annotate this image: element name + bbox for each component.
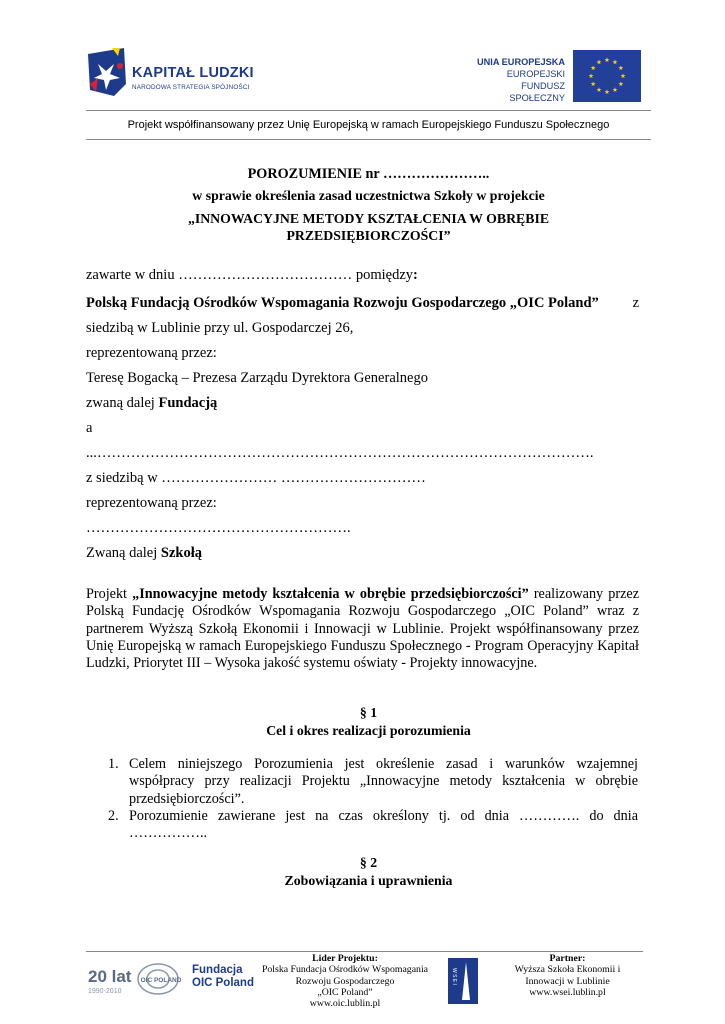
footer-fundacja-line-1: Fundacja <box>192 964 243 976</box>
school-name-blank: ...…………………………………………………………………………………………. <box>86 445 594 461</box>
kapital-ludzki-title: KAPITAŁ LUDZKI <box>132 65 254 81</box>
project-title-line-1: „INNOWACYJNE METODY KSZTAŁCENIA W OBRĘBIE <box>187 211 550 226</box>
footer-fundacja-line-2: OIC Poland <box>192 977 254 989</box>
section-2-title: Zobowiązania i uprawnienia <box>284 873 453 888</box>
school-called-name: Szkołą <box>160 545 202 561</box>
concluded-on-text: zawarte w dniu ……………………………… pomiędzy <box>86 267 414 283</box>
project-title-line-2: PRZEDSIĘBIORCZOŚCI” <box>286 228 451 243</box>
header-divider-lower <box>86 139 651 140</box>
section-1-title: Cel i okres realizacji porozumienia <box>266 723 471 738</box>
intro-project-name: „Innowacyjne metody kształcenia w obrębie przedsiębiorczości” <box>132 586 529 602</box>
footer-divider <box>86 951 643 952</box>
school-called-prefix: Zwaną dalej <box>86 545 161 561</box>
foundation-name: Polską Fundacją Ośrodków Wspomagania Rozwoju Gospodarczego „OIC Poland” <box>86 295 599 311</box>
eu-line-2: EUROPEJSKI <box>506 69 565 79</box>
eu-flag-icon <box>573 50 641 102</box>
and-word: a <box>86 420 93 436</box>
footer-fundacja-label <box>192 964 254 990</box>
school-called-line <box>86 545 202 562</box>
wsei-logo-icon <box>448 958 478 1004</box>
footer-lider-line: Polska Fundacja Ośrodków Wspomagania <box>261 964 429 976</box>
eu-line-1: UNIA EUROPEJSKA <box>477 57 565 67</box>
list-item-text: Celem niniejszego Porozumienia jest określenie zasad i warunków wzajemnej współpracy przy realizacji Projektu „Innowacyjne metody kształcenia w obrębie przedsiębiorczości”. <box>129 756 638 807</box>
list-item-text: Porozumienie zawierane jest na czas określony tj. od dnia …………. do dnia …………….. <box>129 807 638 842</box>
eu-text <box>471 56 565 104</box>
agreement-subject: w sprawie określenia zasad uczestnictwa Szkoły w projekcie <box>192 188 545 203</box>
intro-paragraph <box>86 586 639 672</box>
section-1-list <box>108 756 638 842</box>
oic-logo-text: OIC POLAND <box>140 977 182 984</box>
foundation-called-name: Fundacją <box>158 395 218 411</box>
foundation-name-line <box>86 295 639 312</box>
footer-partner-line: Innowacji w Lublinie <box>525 975 610 987</box>
twenty-years-logo-icon <box>86 962 134 996</box>
school-represented-by: reprezentowaną przez: <box>86 495 217 511</box>
list-item <box>108 808 638 843</box>
foundation-called-line <box>86 395 217 412</box>
section-1-number: § 1 <box>359 705 378 720</box>
list-item-number: 2. <box>108 807 119 824</box>
foundation-z: z <box>632 295 639 311</box>
footer-partner-line: Wyższa Szkoła Ekonomii i <box>514 964 621 976</box>
section-2-number: § 2 <box>359 855 378 870</box>
eu-logo <box>471 50 641 104</box>
list-item-number: 1. <box>108 756 119 772</box>
wsei-letters: W S E I <box>451 968 457 985</box>
foundation-called-prefix: zwaną dalej <box>86 395 159 411</box>
agreement-title: POROZUMIENIE nr ………………….. <box>247 166 490 182</box>
header-divider <box>86 110 651 111</box>
intro-prefix: Projekt <box>86 586 133 602</box>
footer-lider-link[interactable]: www.oic.lublin.pl <box>309 998 381 1010</box>
concluded-colon: : <box>413 267 418 283</box>
twenty-years-text: 20 lat <box>88 967 132 986</box>
concluded-on-line <box>86 267 418 284</box>
eu-line-3: FUNDUSZ SPOŁECZNY <box>509 81 565 103</box>
oic-poland-logo-icon <box>136 962 186 996</box>
kapital-ludzki-logo <box>84 44 264 106</box>
school-seat: z siedzibą w …………………… ………………………… <box>86 470 426 486</box>
footer-lead-partner <box>255 953 435 1009</box>
header-cofinancing-note: Projekt współfinansowany przez Unię Europejską w ramach Europejskiego Funduszu Społecznego <box>127 119 610 131</box>
kapital-ludzki-star-icon <box>84 44 130 100</box>
foundation-representative: Teresę Bogacką – Prezesa Zarządu Dyrektora Generalnego <box>86 370 428 386</box>
footer-lider-line: Rozwoju Gospodarczego <box>295 975 395 987</box>
twenty-years-range: 1990-2010 <box>88 988 122 995</box>
footer-lider-line: „OIC Poland” <box>317 986 373 998</box>
footer-partner-link[interactable]: www.wsei.lublin.pl <box>529 986 606 998</box>
foundation-represented-by: reprezentowaną przez: <box>86 345 217 361</box>
school-representative-blank: ………………………………………………. <box>86 520 351 536</box>
intro-rest: realizowany przez Polską Fundację Ośrodków Wspomagania Rozwoju Gospodarczego „OIC Poland” wraz z partnerem Wyższą Szkołą Ekonomii i Innowacji w Lublinie. Projekt współfinansowany przez Unię Europejską w ramach Europejskiego Funduszu Społecznego - Program Operacyjny Kapitał Ludzki, Priorytet III – Wysoka jakość systemu oświaty - Projekty innowacyjne. <box>86 586 639 672</box>
footer-lider-label: Lider Projektu: <box>312 953 378 964</box>
footer-partner <box>505 953 630 998</box>
footer-partner-label: Partner: <box>549 953 586 964</box>
list-item <box>108 756 638 808</box>
kapital-ludzki-subtitle: NARODOWA STRATEGIA SPÓJNOŚCI <box>132 84 250 91</box>
foundation-seat: siedzibą w Lublinie przy ul. Gospodarczej 26, <box>86 320 354 336</box>
